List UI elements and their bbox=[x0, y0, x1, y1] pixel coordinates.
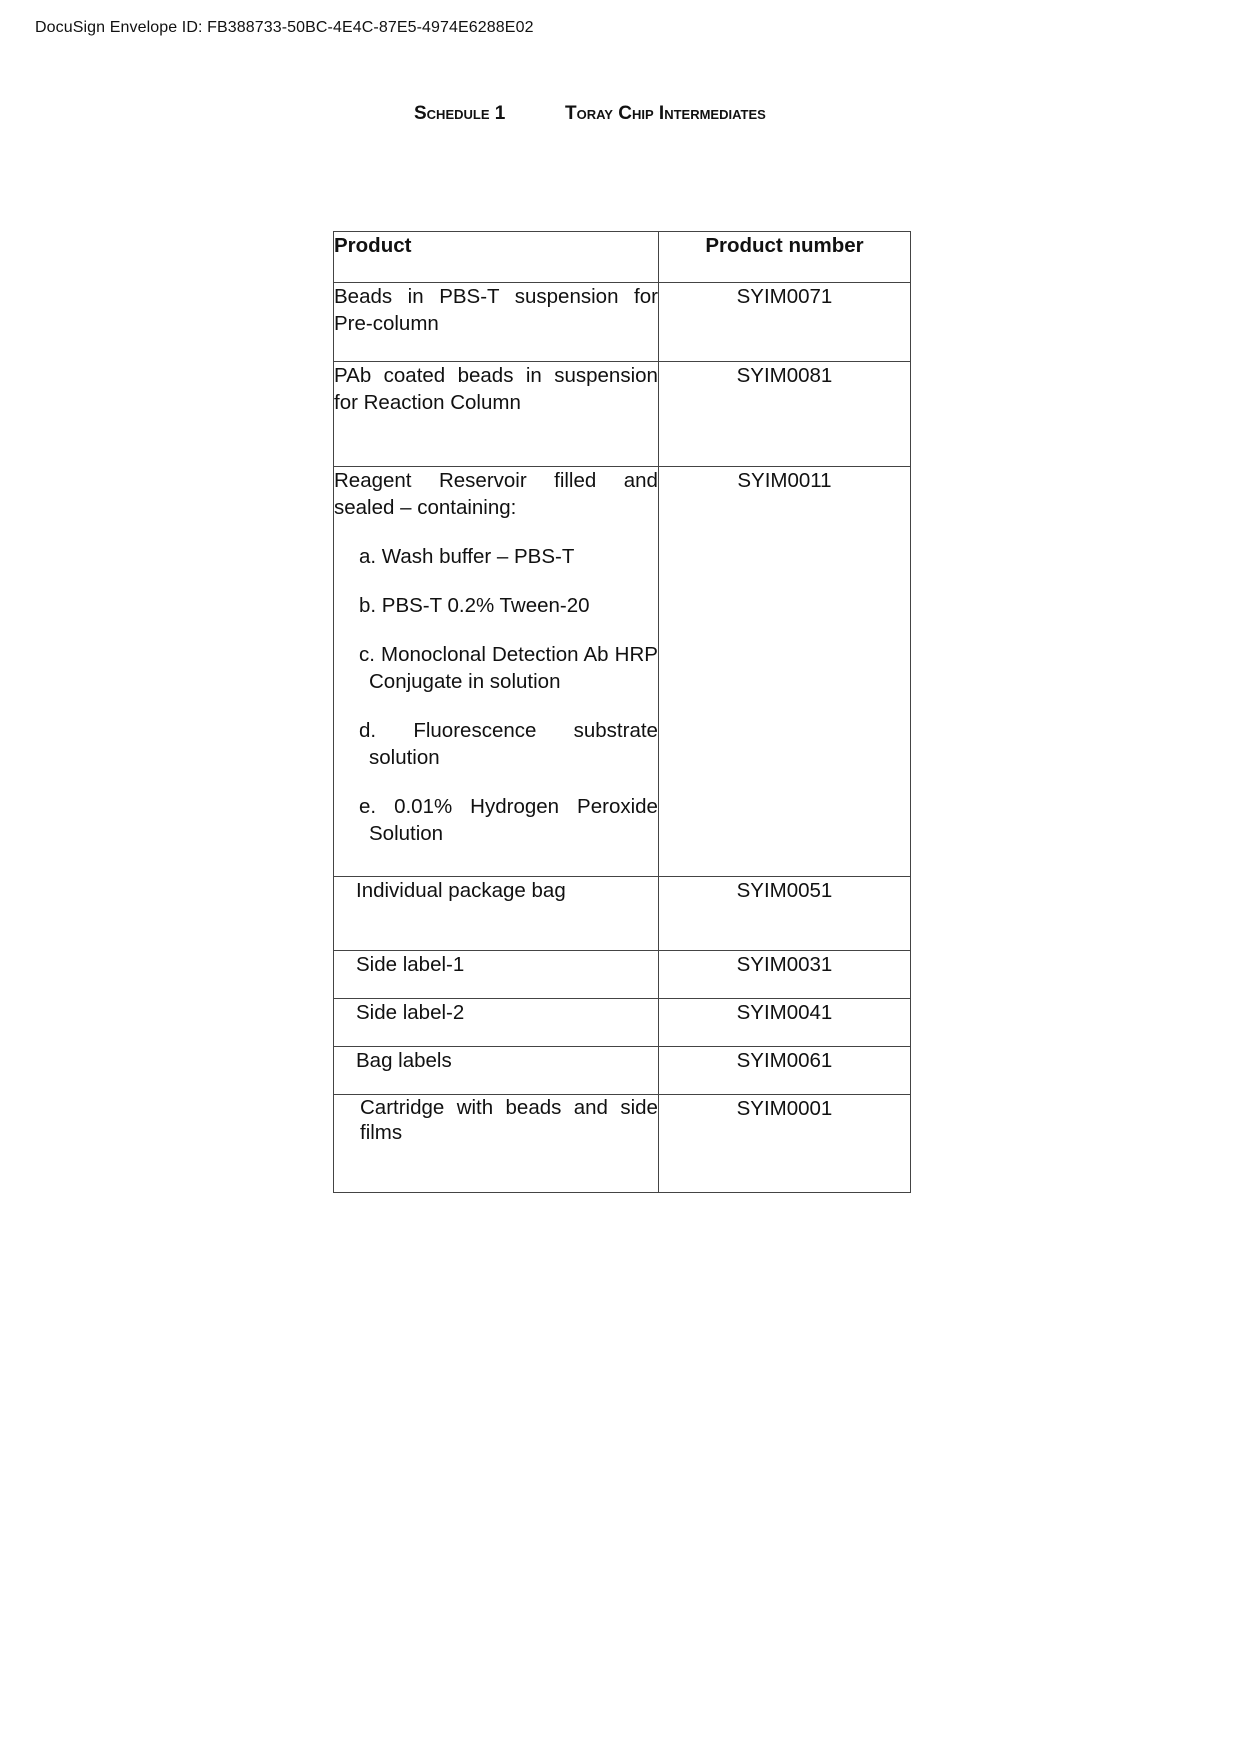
table-row bbox=[334, 951, 911, 999]
product-cell bbox=[334, 467, 659, 877]
table-row bbox=[334, 1095, 911, 1193]
list-item: d. Fluorescence substrate solution bbox=[359, 719, 658, 769]
table-header-row bbox=[334, 232, 911, 283]
table-row bbox=[334, 999, 911, 1047]
product-number-cell: SYIM0051 bbox=[658, 877, 910, 951]
product-description: Reagent Reservoir filled and sealed – containing: bbox=[334, 469, 658, 519]
table-row bbox=[334, 1047, 911, 1095]
product-cell: Side label-1 bbox=[334, 951, 659, 999]
list-item: a. Wash buffer – PBS-T bbox=[359, 545, 575, 568]
product-number-cell: SYIM0041 bbox=[658, 999, 910, 1047]
schedule-heading bbox=[0, 103, 1241, 131]
table-row bbox=[334, 467, 911, 877]
list-item: e. 0.01% Hydrogen Peroxide Solution bbox=[359, 795, 658, 845]
table-row bbox=[334, 877, 911, 951]
product-number-cell: SYIM0011 bbox=[658, 467, 910, 877]
product-cell: Cartridge with beads and side films bbox=[334, 1095, 659, 1193]
reagent-list bbox=[334, 543, 658, 847]
product-number-cell: SYIM0071 bbox=[658, 283, 910, 362]
schedule-title: Toray Chip Intermediates bbox=[565, 103, 766, 124]
product-number-cell: SYIM0001 bbox=[658, 1095, 910, 1193]
product-number-cell: SYIM0081 bbox=[658, 362, 910, 467]
envelope-id: DocuSign Envelope ID: FB388733-50BC-4E4C-87E5-4974E6288E02 bbox=[35, 19, 534, 36]
table-row bbox=[334, 362, 911, 467]
product-cell: Beads in PBS-T suspension for Pre-column bbox=[334, 283, 659, 362]
product-cell: Side label-2 bbox=[334, 999, 659, 1047]
product-number-cell: SYIM0061 bbox=[658, 1047, 910, 1095]
product-cell: Bag labels bbox=[334, 1047, 659, 1095]
product-cell: PAb coated beads in suspension for Reaction Column bbox=[334, 362, 659, 467]
header-product-number: Product number bbox=[658, 232, 910, 283]
product-cell: Individual package bag bbox=[334, 877, 659, 951]
list-item: b. PBS-T 0.2% Tween-20 bbox=[359, 594, 590, 617]
product-number-cell: SYIM0031 bbox=[658, 951, 910, 999]
list-item: c. Monoclonal Detection Ab HRP Conjugate in solution bbox=[359, 643, 658, 693]
table-row bbox=[334, 283, 911, 362]
header-product: Product bbox=[334, 232, 659, 283]
products-table bbox=[333, 231, 911, 1193]
schedule-number: Schedule 1 bbox=[414, 103, 506, 124]
